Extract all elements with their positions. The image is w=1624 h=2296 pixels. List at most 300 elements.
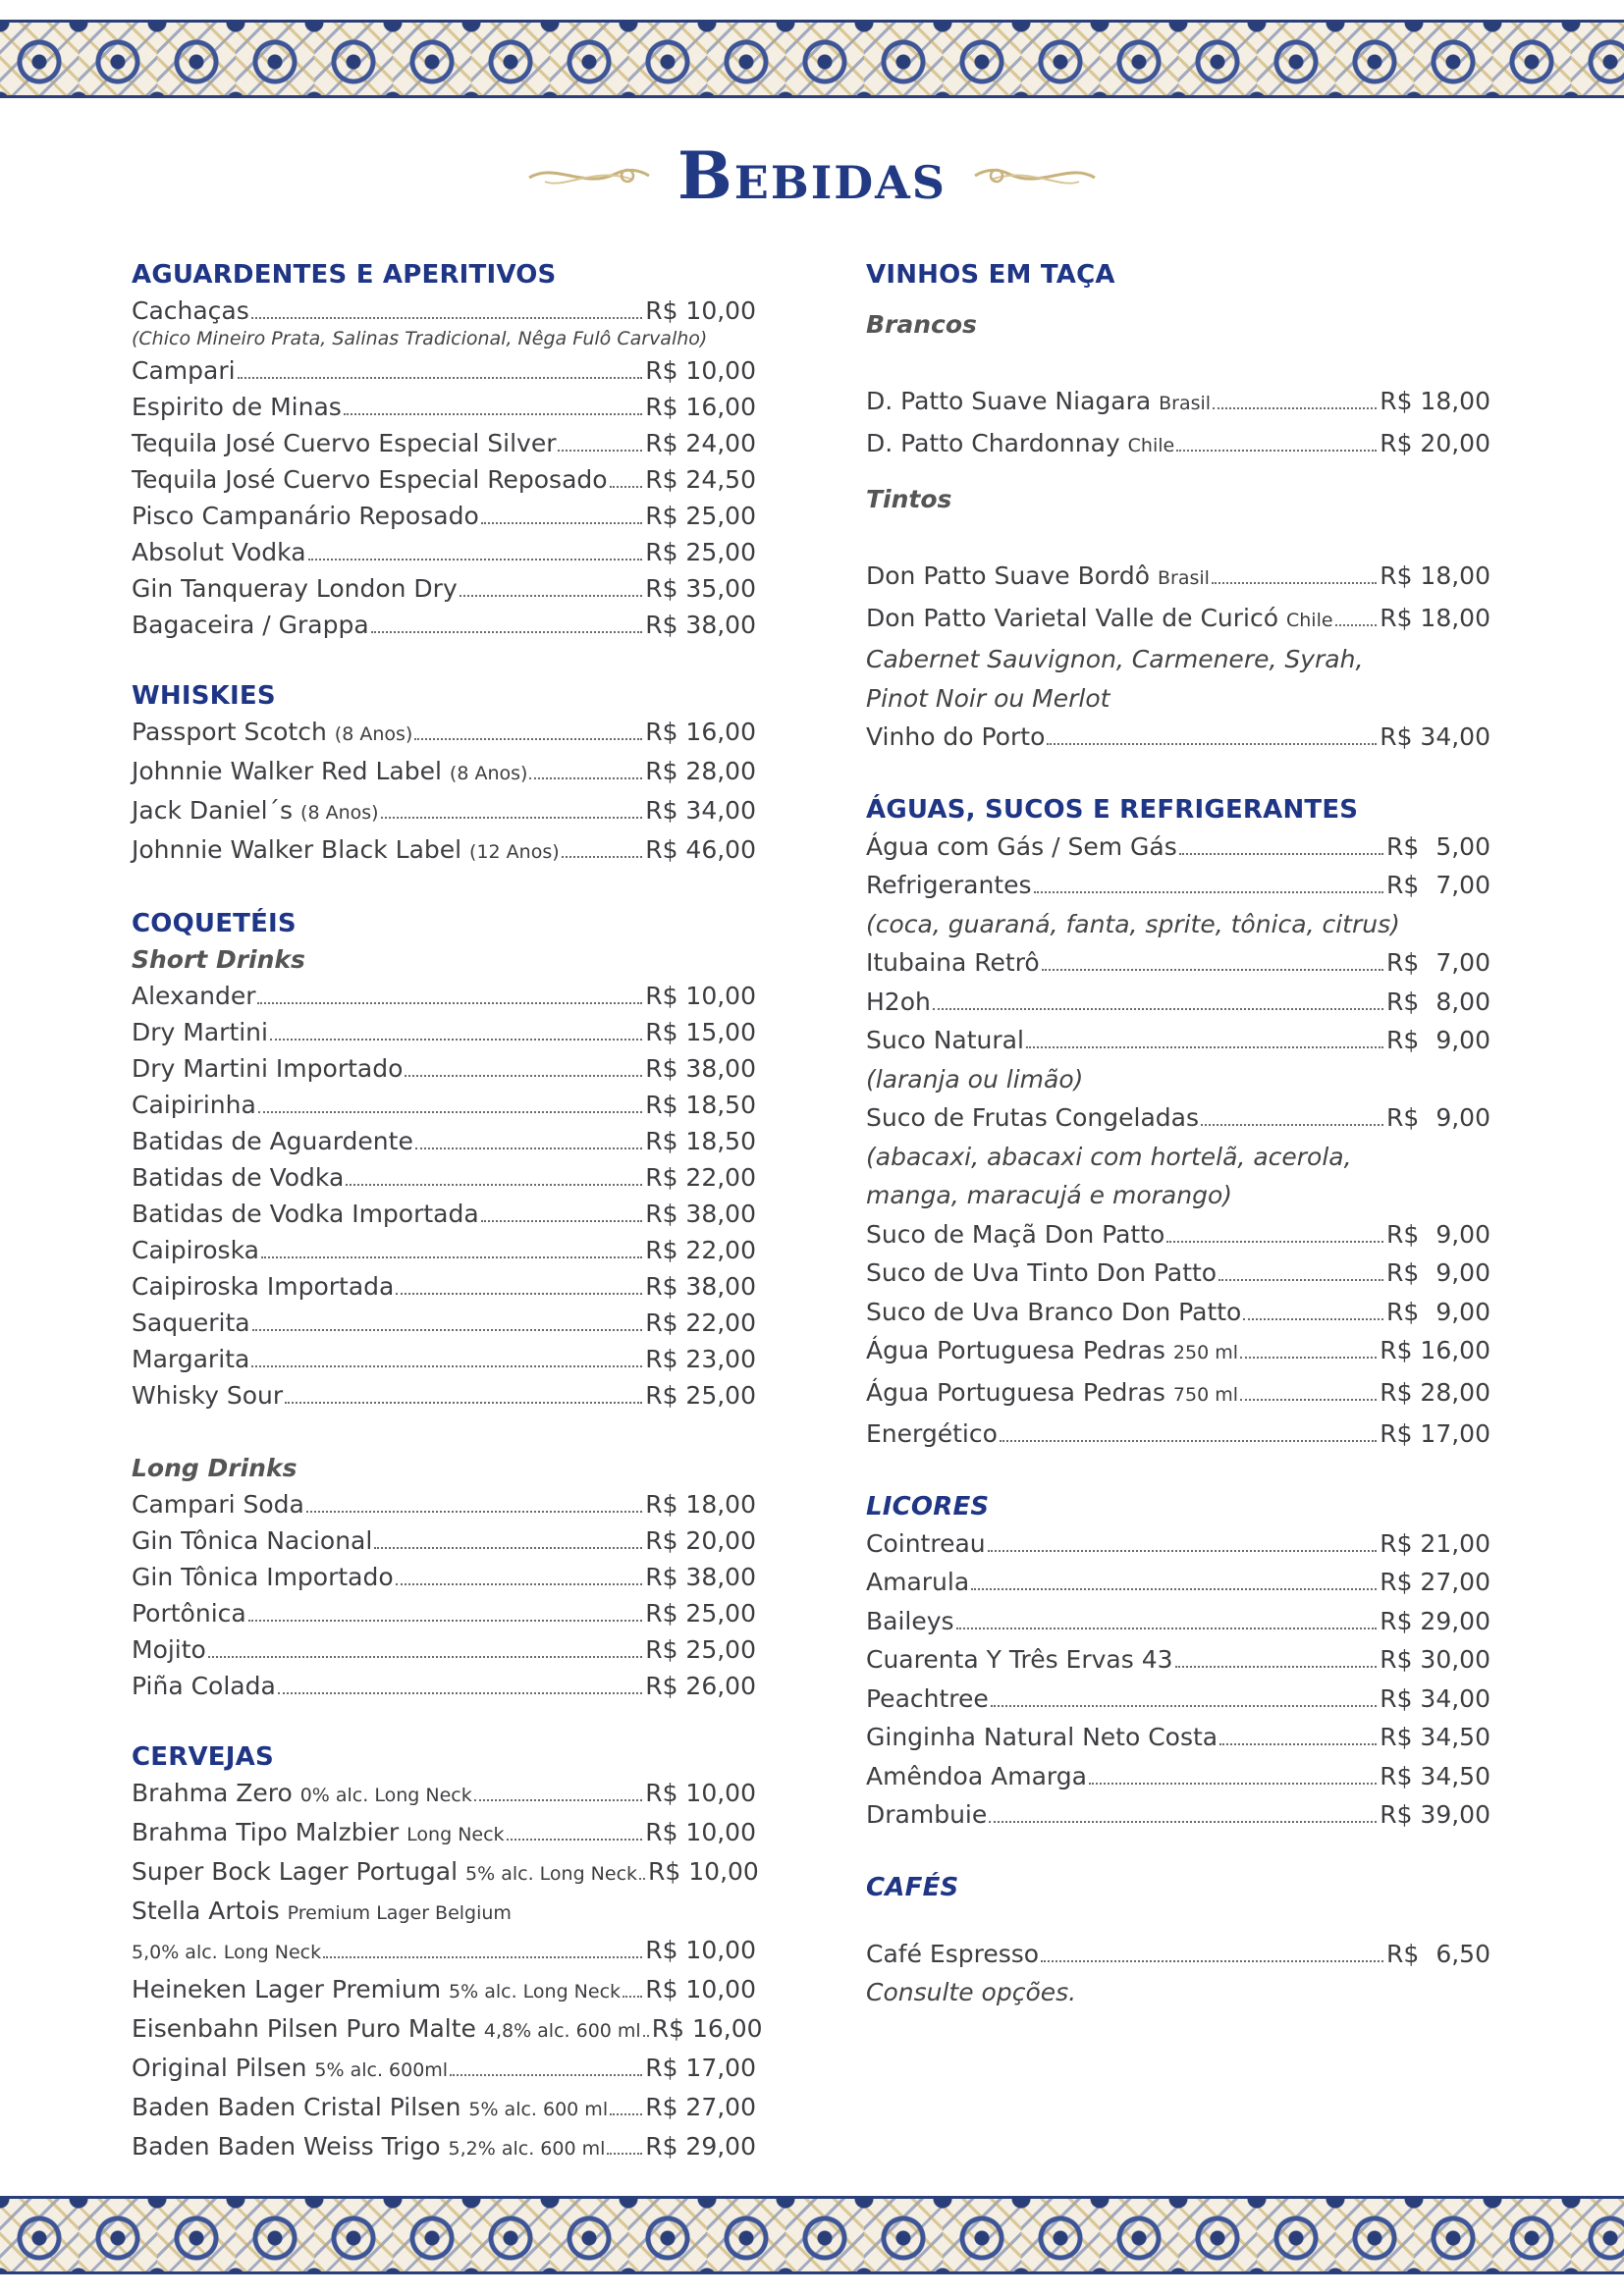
- item-name-text: Caipirinha: [132, 1091, 256, 1119]
- price-currency: R$: [1386, 1103, 1420, 1132]
- dot-leader: [1000, 1440, 1377, 1442]
- item-price: [1386, 866, 1490, 905]
- item-name-text: Baden Baden Cristal Pilsen: [132, 2093, 461, 2121]
- menu-item: [866, 382, 1490, 424]
- item-price: R$ 34,50: [1380, 1723, 1490, 1751]
- dot-leader: [558, 450, 642, 452]
- dot-leader: [415, 1148, 642, 1149]
- item-name: [132, 2128, 605, 2167]
- item-name-text: D. Patto Suave Niagara: [866, 387, 1152, 415]
- menu-item: [132, 1668, 756, 1704]
- menu-item: [866, 1021, 1490, 1060]
- item-price: [1386, 1254, 1490, 1293]
- spacer: [866, 1905, 1490, 1935]
- item-detail: 4,8% alc. 600 ml: [483, 2020, 641, 2042]
- spacer: [866, 293, 1490, 306]
- dot-leader: [643, 2035, 649, 2037]
- dot-leader: [1240, 1399, 1377, 1401]
- item-price: R$ 34,50: [1380, 1761, 1490, 1790]
- item-name: [132, 534, 306, 570]
- item-price: R$ 15,00: [645, 1018, 756, 1046]
- menu-item: [132, 1971, 756, 2010]
- azulejo-border-bottom: [0, 2196, 1624, 2274]
- dot-leader: [529, 777, 642, 779]
- item-name: [132, 1775, 472, 1814]
- dot-leader: [306, 1511, 642, 1513]
- item-name: [132, 1123, 413, 1159]
- item-name: [866, 557, 1210, 599]
- section-heading: LICORES: [866, 1491, 990, 1522]
- item-name: [132, 1668, 276, 1704]
- item-name-text: Tequila José Cuervo Especial Reposado: [132, 465, 608, 494]
- dot-leader: [450, 2074, 642, 2076]
- item-price: R$ 16,00: [1380, 1336, 1490, 1364]
- item-note: (laranja ou limão): [866, 1064, 1084, 1094]
- dot-leader: [1243, 1318, 1383, 1320]
- item-name-text: Passport Scotch: [132, 718, 327, 746]
- item-name: [132, 1050, 403, 1087]
- item-price: R$ 17,00: [1380, 1419, 1490, 1448]
- dot-leader: [261, 1256, 642, 1258]
- item-detail: 5,0% alc. Long Neck: [132, 1942, 322, 1963]
- flourish-right-icon: [971, 156, 1099, 195]
- item-name-text: Refrigerantes: [866, 871, 1032, 899]
- dot-leader: [285, 1402, 642, 1404]
- subsection-heading: Brancos: [866, 310, 977, 339]
- item-price: R$ 35,00: [645, 574, 756, 603]
- item-name-text: Campari: [132, 356, 236, 385]
- item-name: [132, 1014, 268, 1050]
- item-price: R$ 18,50: [645, 1127, 756, 1155]
- item-name: [132, 389, 342, 425]
- item-price: R$ 18,00: [1380, 387, 1490, 415]
- item-detail: 750 ml: [1172, 1383, 1238, 1406]
- item-name-text: Itubaina Retrô: [866, 948, 1040, 977]
- item-name-text: Suco de Frutas Congeladas: [866, 1103, 1200, 1132]
- item-price: R$ 25,00: [645, 1635, 756, 1664]
- dot-leader: [971, 1588, 1377, 1590]
- item-detail: Chile: [1127, 434, 1175, 456]
- item-detail: Brasil: [1158, 567, 1210, 589]
- item-name: [866, 1935, 1039, 1974]
- item-name: [132, 978, 255, 1014]
- item-price: R$ 21,00: [1380, 1528, 1490, 1558]
- item-name-text: Água Portuguesa Pedras: [866, 1377, 1165, 1407]
- dot-leader: [481, 522, 642, 524]
- menu-section-vinhos: [866, 257, 1490, 757]
- item-price: R$ 38,00: [645, 611, 756, 639]
- item-name: [132, 1814, 505, 1853]
- item-name: [866, 1098, 1199, 1138]
- section-heading: WHISKIES: [132, 681, 276, 711]
- item-name-text: Gin Tanqueray London Dry: [132, 574, 458, 603]
- menu-item: [132, 2010, 763, 2050]
- item-name: [132, 2050, 448, 2089]
- menu-item: [132, 1377, 756, 1414]
- item-name: [866, 1524, 986, 1564]
- item-price: R$ 10,00: [645, 356, 756, 385]
- item-price: R$ 16,00: [651, 2014, 763, 2043]
- dot-leader: [1218, 1279, 1383, 1281]
- menu-item: [866, 983, 1490, 1022]
- item-name-text: Suco Natural: [866, 1026, 1024, 1054]
- item-name-text: Heineken Lager Premium: [132, 1975, 442, 2003]
- item-price: R$ 20,00: [645, 1526, 756, 1555]
- dot-leader: [258, 1111, 642, 1113]
- item-name: [132, 2010, 641, 2050]
- menu-item: [866, 1293, 1490, 1332]
- item-name: [132, 1595, 246, 1631]
- price-currency: R$: [1386, 1026, 1420, 1054]
- dot-leader: [278, 1692, 642, 1694]
- section-heading: CERVEJAS: [132, 1742, 274, 1772]
- item-name: [866, 424, 1174, 466]
- price-value: 9,00: [1435, 1297, 1490, 1326]
- item-name: [132, 293, 249, 329]
- menu-section-aguas: [866, 792, 1490, 1454]
- item-price: R$ 38,00: [645, 1272, 756, 1301]
- item-price: R$ 18,50: [645, 1091, 756, 1119]
- dot-leader: [344, 413, 642, 415]
- item-name-text: Portônica: [132, 1599, 246, 1628]
- item-price: R$ 16,00: [645, 393, 756, 421]
- item-name-text: Brahma Zero: [132, 1779, 293, 1807]
- item-detail: Chile: [1285, 609, 1333, 631]
- item-name-text: Johnnie Walker Black Label: [132, 835, 462, 864]
- item-name-text: Dry Martini: [132, 1018, 268, 1046]
- dot-leader: [374, 1547, 642, 1549]
- item-note: (abacaxi, abacaxi com hortelã, acerola,: [866, 1142, 1352, 1171]
- price-currency: R$: [1386, 987, 1420, 1016]
- item-name-text: Espirito de Minas: [132, 393, 342, 421]
- item-price: R$ 10,00: [645, 1936, 756, 1964]
- item-price: R$ 10,00: [645, 1779, 756, 1807]
- item-price: R$ 10,00: [645, 982, 756, 1010]
- menu-item: [132, 1123, 756, 1159]
- dot-leader: [610, 2113, 642, 2115]
- title-block: [0, 137, 1624, 214]
- item-price: R$ 25,00: [645, 538, 756, 566]
- item-price: R$ 39,00: [1380, 1800, 1490, 1829]
- item-price: [1386, 828, 1490, 867]
- section-heading: VINHOS EM TAÇA: [866, 260, 1115, 290]
- item-price: R$ 27,00: [645, 2093, 756, 2121]
- item-detail: Brasil: [1159, 393, 1212, 414]
- item-price: R$ 25,00: [645, 1599, 756, 1628]
- menu-section-licores: [866, 1489, 1490, 1835]
- item-name: [866, 1680, 989, 1719]
- item-note: (Chico Mineiro Prata, Salinas Tradicional, Nêga Fulô Carvalho): [132, 328, 708, 349]
- menu-item: [132, 1341, 756, 1377]
- price-value: 9,00: [1435, 1219, 1490, 1249]
- item-price: R$ 18,00: [1380, 561, 1490, 590]
- item-note: manga, maracujá e morango): [866, 1181, 1233, 1209]
- menu-item: [132, 978, 756, 1014]
- dot-leader: [1042, 969, 1383, 971]
- item-price: R$ 25,00: [645, 502, 756, 530]
- item-detail: 250 ml: [1172, 1342, 1238, 1363]
- dot-leader: [933, 1008, 1383, 1010]
- menu-section-cervejas: [132, 1739, 763, 2167]
- item-name-text: Caipiroska Importada: [132, 1272, 395, 1301]
- menu-item: [866, 866, 1490, 905]
- dot-leader: [238, 377, 643, 379]
- section-heading: COQUETÉIS: [132, 909, 297, 938]
- item-name: [866, 866, 1032, 905]
- item-detail: 5% alc. Long Neck: [465, 1863, 638, 1885]
- item-name-text: Suco de Uva Branco Don Patto: [866, 1297, 1242, 1326]
- left-column: [132, 257, 763, 2203]
- item-name-text: Caipiroska: [132, 1236, 259, 1264]
- item-name-text: Jack Daniel´s: [132, 796, 294, 825]
- dot-leader: [1026, 1046, 1383, 1048]
- dot-leader: [371, 631, 643, 633]
- item-price: [1386, 983, 1490, 1022]
- item-price: R$ 16,00: [645, 718, 756, 746]
- item-price: R$ 22,00: [645, 1236, 756, 1264]
- item-name: [132, 2089, 608, 2128]
- item-name-text: Batidas de Aguardente: [132, 1127, 413, 1155]
- item-price: R$ 34,00: [645, 796, 756, 825]
- menu-item: [132, 1196, 756, 1232]
- item-detail: 5% alc. Long Neck: [449, 1981, 622, 2002]
- item-name-text: Saquerita: [132, 1308, 250, 1337]
- item-name: [132, 352, 236, 389]
- item-name-text: Batidas de Vodka: [132, 1163, 345, 1192]
- menu-item: [866, 1935, 1490, 1974]
- menu-item: [866, 1098, 1490, 1138]
- price-currency: R$: [1386, 948, 1420, 977]
- item-price: R$ 17,00: [645, 2054, 756, 2082]
- item-name-text: Café Espresso: [866, 1939, 1040, 1968]
- item-name-text: Água Portuguesa Pedras: [866, 1336, 1165, 1364]
- item-price: R$ 18,00: [1380, 603, 1490, 632]
- dot-leader: [1213, 407, 1377, 409]
- item-price: [1386, 1293, 1490, 1332]
- dot-leader: [1212, 582, 1377, 584]
- dot-leader: [1089, 1783, 1377, 1785]
- item-name: [132, 461, 608, 498]
- item-name: [866, 983, 931, 1022]
- item-price: R$ 26,00: [645, 1672, 756, 1700]
- dot-leader: [1179, 853, 1383, 855]
- dot-leader: [1240, 1357, 1377, 1359]
- menu-item: [132, 1595, 756, 1631]
- dot-leader: [988, 1550, 1378, 1552]
- item-name: [132, 1268, 394, 1305]
- menu-item: [132, 352, 756, 389]
- item-name: [866, 1718, 1218, 1757]
- item-name: [866, 943, 1040, 983]
- item-name-text: Cuarenta Y Três Ervas 43: [866, 1645, 1173, 1674]
- item-price: [1386, 1098, 1490, 1138]
- dot-leader: [1047, 743, 1377, 745]
- item-price: R$ 34,00: [1380, 1683, 1490, 1713]
- item-detail: Long Neck: [406, 1824, 505, 1845]
- dot-leader: [396, 1583, 643, 1585]
- section-heading: CAFÉS: [866, 1872, 959, 1902]
- item-name: [866, 828, 1177, 867]
- item-price: R$ 24,00: [645, 429, 756, 457]
- menu-item: [866, 943, 1490, 983]
- menu-item: [132, 1014, 756, 1050]
- menu-item: [132, 2050, 756, 2089]
- item-name: [132, 1232, 259, 1268]
- menu-item: [132, 461, 756, 498]
- item-name-text: Gin Tônica Nacional: [132, 1526, 373, 1555]
- item-detail: (8 Anos): [334, 723, 413, 745]
- item-name: [866, 1215, 1164, 1255]
- item-name-text: Brahma Tipo Malzbier: [132, 1818, 400, 1846]
- dot-leader: [481, 1220, 643, 1222]
- menu-item: [866, 1331, 1490, 1373]
- menu-item: [132, 1050, 756, 1087]
- dot-leader: [1219, 1743, 1377, 1745]
- price-value: 7,00: [1435, 871, 1490, 899]
- item-name-text: Absolut Vodka: [132, 538, 306, 566]
- item-name: [132, 498, 479, 534]
- price-value: 5,00: [1435, 831, 1490, 861]
- menu-item: [866, 424, 1490, 466]
- price-currency: R$: [1386, 871, 1420, 899]
- item-name: [132, 425, 556, 461]
- item-name: [132, 1087, 256, 1123]
- item-name-text: Peachtree: [866, 1683, 989, 1713]
- item-name-text: Baileys: [866, 1606, 954, 1635]
- item-name: [132, 607, 369, 643]
- menu-item: [132, 1305, 756, 1341]
- dot-leader: [610, 486, 643, 488]
- menu-section: [132, 678, 756, 871]
- price-currency: R$: [1386, 1258, 1420, 1287]
- dot-leader: [460, 595, 642, 597]
- item-name-text: Ginginha Natural Neto Costa: [866, 1723, 1218, 1751]
- dot-leader: [623, 1996, 642, 1998]
- item-name-text: Baden Baden Weiss Trigo: [132, 2132, 441, 2161]
- item-price: R$ 24,50: [645, 465, 756, 494]
- menu-item: [866, 1757, 1490, 1796]
- dot-leader: [507, 1839, 643, 1841]
- item-price: [1386, 1935, 1490, 1974]
- item-note: Cabernet Sauvignon, Carmenere, Syrah,: [866, 645, 1364, 673]
- menu-item: [866, 828, 1490, 867]
- menu-item: [866, 1415, 1490, 1454]
- item-name: [132, 714, 412, 753]
- azulejo-border-top: [0, 20, 1624, 98]
- item-name-text: Água com Gás / Sem Gás: [866, 831, 1177, 861]
- item-name-text: Piña Colada: [132, 1672, 276, 1700]
- dot-leader: [1034, 891, 1383, 893]
- dot-leader: [308, 559, 643, 561]
- item-name: [132, 753, 527, 792]
- menu-item: [866, 1602, 1490, 1641]
- dot-leader: [251, 317, 642, 319]
- menu-item: [132, 1159, 756, 1196]
- item-name-text: Amarula: [866, 1568, 970, 1596]
- item-name: [866, 1795, 987, 1835]
- item-name-text: Margarita: [132, 1345, 250, 1373]
- dot-leader: [1335, 624, 1378, 626]
- price-currency: R$: [1386, 1297, 1420, 1326]
- item-name-text: Pisco Campanário Reposado: [132, 502, 479, 530]
- item-price: R$ 18,00: [645, 1490, 756, 1519]
- menu-item: [866, 1563, 1490, 1602]
- item-name-text: Suco de Maçã Don Patto: [866, 1219, 1165, 1249]
- item-name: [866, 1021, 1024, 1060]
- menu-item: [866, 1254, 1490, 1293]
- menu-item: [132, 1232, 756, 1268]
- dot-leader: [257, 1002, 642, 1004]
- dot-leader: [251, 1365, 642, 1367]
- dot-leader: [1041, 1960, 1383, 1962]
- price-value: 9,00: [1435, 1258, 1490, 1287]
- item-name-text: Eisenbahn Pilsen Puro Malte: [132, 2014, 476, 2043]
- right-column: [866, 257, 1490, 2048]
- item-detail: 5,2% alc. 600 ml: [448, 2138, 606, 2160]
- menu-item: [132, 714, 756, 753]
- item-name-text: Stella Artois: [132, 1896, 280, 1925]
- item-note: Consulte opções.: [866, 1978, 1077, 2006]
- dot-leader: [270, 1039, 642, 1041]
- menu-item: [132, 425, 756, 461]
- menu-item: [132, 293, 756, 329]
- item-name: [866, 718, 1045, 757]
- dot-leader: [208, 1656, 642, 1658]
- item-name: [132, 570, 458, 607]
- menu-item: [132, 831, 756, 871]
- dot-leader: [405, 1075, 642, 1077]
- item-name-text: Alexander: [132, 982, 256, 1010]
- menu-item: [132, 792, 756, 831]
- item-name-text: Don Patto Suave Bordô: [866, 561, 1151, 590]
- dot-leader: [1201, 1124, 1383, 1126]
- item-price: R$ 27,00: [1380, 1568, 1490, 1596]
- item-name: [132, 1341, 249, 1377]
- item-name-text: Amêndoa Amarga: [866, 1761, 1087, 1790]
- menu-item: [132, 2089, 756, 2128]
- item-name-text: Suco de Uva Tinto Don Patto: [866, 1258, 1218, 1287]
- menu-item: [866, 1680, 1490, 1719]
- item-name-text: Tequila José Cuervo Especial Silver: [132, 429, 557, 457]
- page-title: Bebidas: [677, 137, 947, 214]
- dot-leader: [381, 817, 643, 819]
- dot-leader: [607, 2153, 642, 2155]
- menu-item: [132, 498, 756, 534]
- menu-item: [132, 534, 756, 570]
- menu-item: [866, 1524, 1490, 1564]
- menu-item: [132, 1486, 756, 1522]
- menu-item: [132, 753, 756, 792]
- item-price: R$ 28,00: [1380, 1377, 1490, 1407]
- item-name: [866, 1254, 1217, 1293]
- item-name-text: Vinho do Porto: [866, 722, 1046, 751]
- menu-item: [132, 1087, 756, 1123]
- dot-leader: [639, 1878, 645, 1880]
- item-price: [1386, 1215, 1490, 1255]
- dot-leader: [562, 856, 643, 858]
- menu-item: [132, 389, 756, 425]
- menu-item: [866, 557, 1490, 599]
- item-price: R$ 28,00: [645, 757, 756, 785]
- item-price: R$ 34,00: [1380, 722, 1490, 751]
- dot-leader: [323, 1956, 642, 1958]
- item-name-line: [132, 1893, 756, 1932]
- dot-leader: [991, 1705, 1377, 1707]
- item-price: R$ 10,00: [645, 296, 756, 325]
- menu-item: [132, 1522, 756, 1559]
- menu-item: [132, 1814, 756, 1853]
- item-name: [866, 1757, 1087, 1796]
